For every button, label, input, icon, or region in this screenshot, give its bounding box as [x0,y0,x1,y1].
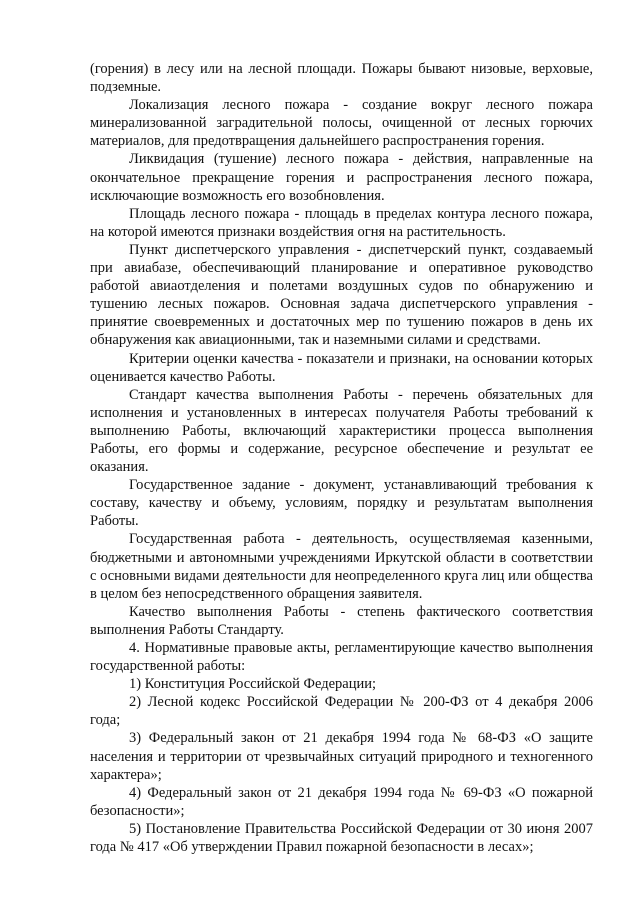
paragraph-localization: Локализация лесного пожара - создание вокруг лесного пожара минерализованной заградительной полосы, очищенной от лесных горючих материалов, для предотвращения дальнейшего распространения горения. [90,97,593,150]
list-item-law-68: 3) Федеральный закон от 21 декабря 1994 года № 68-ФЗ «О защите населения и территории от чрезвычайных ситуаций природного и техногенного характера»; [90,730,593,783]
list-item-resolution-417: 5) Постановление Правительства Российской Федерации от 30 июня 2007 года № 417 «Об утверждении Правил пожарной безопасности в лесах»; [90,820,593,856]
paragraph-quality-criteria: Критерии оценки качества - показатели и признаки, на основании которых оценивается качество Работы. [90,350,593,385]
paragraph-fire-area: Площадь лесного пожара - площадь в пределах контура лесного пожара, на которой имеются признаки воздействия огня на растительность. [90,205,593,240]
document-page [90,60,593,856]
paragraph-section-4-heading: 4. Нормативные правовые акты, регламентирующие качество выполнения государственной работы: [90,640,593,675]
list-item-law-69: 4) Федеральный закон от 21 декабря 1994 года № 69-ФЗ «О пожарной безопасности»; [90,784,593,819]
paragraph-liquidation: Ликвидация (тушение) лесного пожара - действия, направленные на окончательное прекращение горения и распространения лесного пожара, исключающие возможность его возобновления. [90,151,593,204]
paragraph-work-quality: Качество выполнения Работы - степень фактического соответствия выполнения Работы Стандарту. [90,603,593,638]
list-item-constitution: 1) Конституция Российской Федерации; [129,676,376,693]
list-item-forest-code: 2) Лесной кодекс Российской Федерации № 200-ФЗ от 4 декабря 2006 года; [90,694,593,729]
paragraph-quality-standard: Стандарт качества выполнения Работы - перечень обязательных для исполнения и установленных в интересах получателя Работы требований к выполнению Работы, включающий характеристики процесса выполнения Работы, его формы и содержание, ресурсное обеспечение и результат ее оказания. [90,386,593,476]
paragraph-state-assignment: Государственное задание - документ, устанавливающий требования к составу, качеству и объему, условиям, порядку и результатам выполнения Работы. [90,477,593,530]
paragraph-state-work: Государственная работа - деятельность, осуществляемая казенными, бюджетными и автономными учреждениями Иркутской области в соответствии с основными видами деятельности для неопределенного круга лиц или общества в целом без непосредственного обращения заявителя. [90,531,593,602]
paragraph-dispatch-point: Пункт диспетчерского управления - диспетчерский пункт, создаваемый при авиабазе, обеспечивающий планирование и оперативное руководство работой авиаотделения и полетами воздушных судов по обнаружению и тушению лесных пожаров. Основная задача диспетчерского управления - принятие своевременных и достаточных мер по тушению пожаров в день их обнаружения как авиационными, так и наземными силами и средствами. [90,241,593,349]
paragraph-fire-definition-end: (горения) в лесу или на лесной площади. Пожары бывают низовые, верховые, подземные. [90,61,593,96]
